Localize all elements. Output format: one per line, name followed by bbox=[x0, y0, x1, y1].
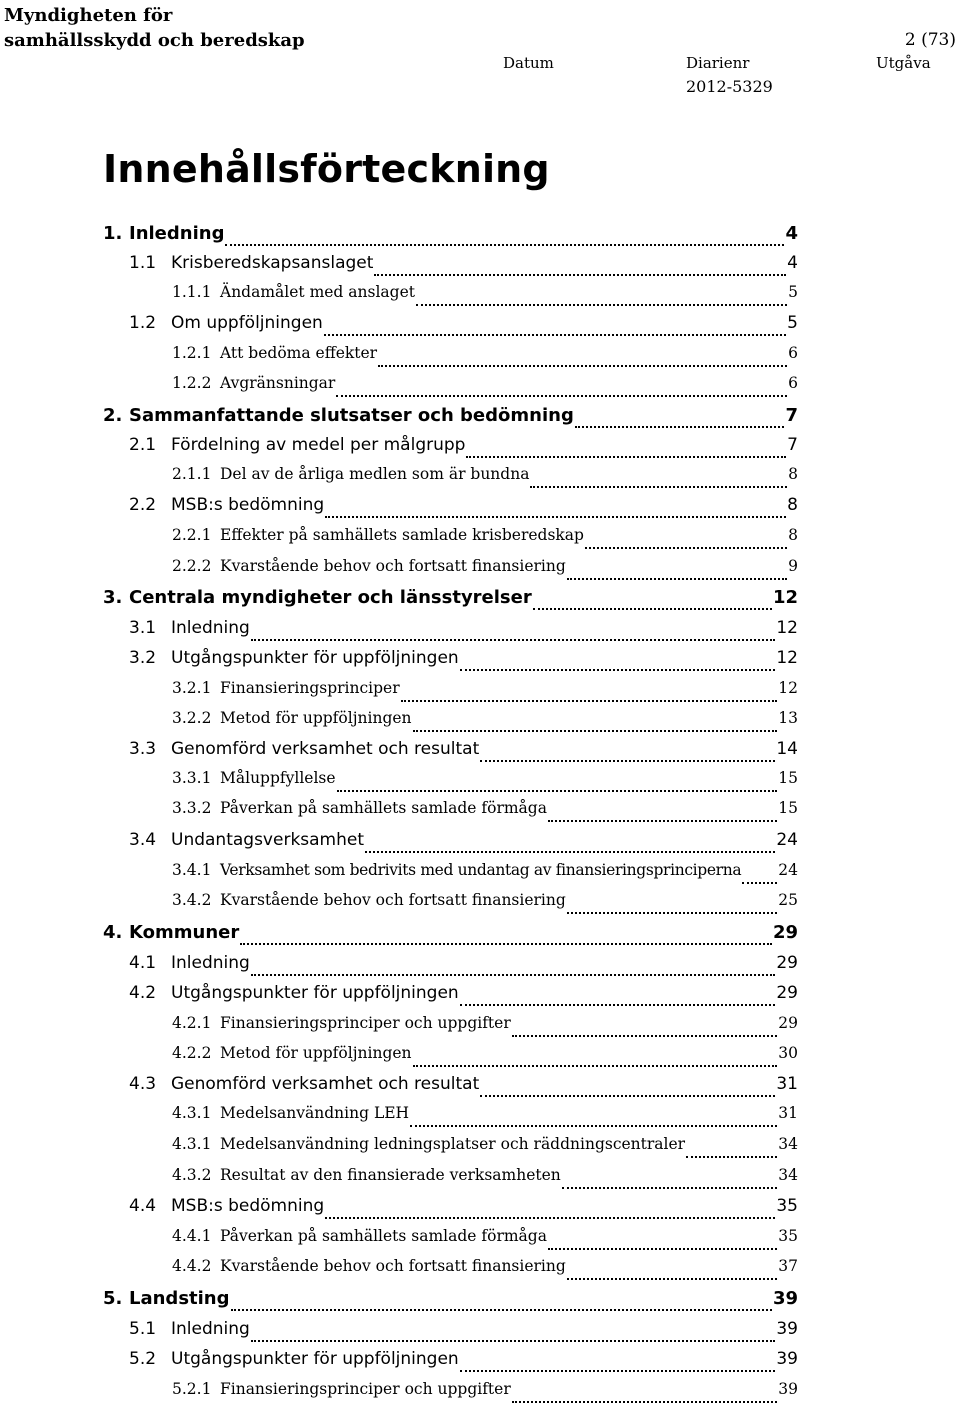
toc-entry-number: 3.2.1 bbox=[172, 679, 212, 697]
toc-entry-label: Kommuner bbox=[129, 922, 240, 943]
toc-entry-page: 29 bbox=[776, 953, 798, 973]
toc-entry-number: 4.3 bbox=[129, 1074, 157, 1094]
toc-entry-label: Inledning bbox=[129, 223, 225, 244]
toc-entry-label: Finansieringsprinciper och uppgifter bbox=[220, 1380, 511, 1398]
toc-dot-leader bbox=[548, 1247, 777, 1250]
toc-entry[interactable] bbox=[172, 526, 798, 556]
toc-entry-number: 3.3.2 bbox=[172, 799, 212, 817]
toc-entry[interactable] bbox=[172, 1257, 798, 1287]
toc-entry[interactable] bbox=[103, 223, 798, 253]
toc-entry[interactable] bbox=[172, 1135, 798, 1165]
toc-dot-leader bbox=[567, 577, 787, 580]
toc-entry[interactable] bbox=[129, 253, 798, 283]
toc-entry[interactable] bbox=[172, 1104, 798, 1134]
toc-entry[interactable] bbox=[129, 739, 798, 769]
toc-entry-page: 12 bbox=[776, 618, 798, 638]
toc-entry-label: Del av de årliga medlen som är bundna bbox=[220, 465, 530, 483]
toc-entry-number: 3.3 bbox=[129, 739, 157, 759]
toc-dot-leader bbox=[378, 364, 787, 367]
toc-dot-leader bbox=[567, 911, 777, 914]
toc-entry-page: 39 bbox=[776, 1319, 798, 1339]
toc-entry-label: Påverkan på samhällets samlade förmåga bbox=[220, 1227, 547, 1245]
toc-dot-leader bbox=[410, 1124, 777, 1127]
toc-dot-leader bbox=[460, 668, 776, 671]
toc-entry-label: Utgångspunkter för uppföljningen bbox=[171, 983, 459, 1003]
toc-dot-leader bbox=[231, 1308, 772, 1311]
organization-name-line2: samhällsskydd och beredskap bbox=[4, 30, 305, 51]
toc-entry-page: 8 bbox=[788, 465, 798, 483]
toc-entry-label: Kvarstående behov och fortsatt finansiering bbox=[220, 891, 566, 909]
toc-entry-label: Avgränsningar bbox=[220, 374, 336, 392]
toc-entry-label: Påverkan på samhällets samlade förmåga bbox=[220, 799, 547, 817]
toc-entry[interactable] bbox=[172, 679, 798, 709]
toc-entry-number: 3.1 bbox=[129, 618, 157, 638]
toc-entry[interactable] bbox=[129, 1349, 798, 1379]
toc-dot-leader bbox=[325, 515, 786, 518]
toc-entry-label: MSB:s bedömning bbox=[171, 1196, 325, 1216]
toc-dot-leader bbox=[686, 1155, 777, 1158]
toc-entry-number: 2.2.1 bbox=[172, 526, 212, 544]
toc-entry-label: Metod för uppföljningen bbox=[220, 1044, 412, 1062]
toc-entry-page: 31 bbox=[778, 1104, 798, 1122]
toc-entry-page: 29 bbox=[776, 983, 798, 1003]
toc-dot-leader bbox=[251, 1339, 776, 1342]
toc-entry-label: Undantagsverksamhet bbox=[171, 830, 365, 850]
toc-entry[interactable] bbox=[172, 283, 798, 313]
toc-dot-leader bbox=[460, 1369, 776, 1372]
toc-entry[interactable] bbox=[129, 830, 798, 860]
toc-entry-page: 5 bbox=[787, 313, 798, 333]
toc-dot-leader bbox=[460, 1003, 776, 1006]
toc-entry-number: 4.2 bbox=[129, 983, 157, 1003]
toc-entry-label: Ändamålet med anslaget bbox=[220, 283, 415, 301]
toc-entry-page: 29 bbox=[778, 1014, 798, 1032]
toc-entry-label: Att bedöma effekter bbox=[220, 344, 378, 362]
toc-entry-number: 4.3.2 bbox=[172, 1166, 212, 1184]
toc-entry-page: 12 bbox=[778, 679, 798, 697]
toc-entry-label: Landsting bbox=[129, 1288, 230, 1309]
toc-entry-page: 13 bbox=[778, 709, 798, 727]
toc-entry-page: 4 bbox=[787, 253, 798, 273]
toc-entry-number: 1.1 bbox=[129, 253, 157, 273]
toc-dot-leader bbox=[530, 485, 787, 488]
toc-entry[interactable] bbox=[103, 405, 798, 435]
toc-entry[interactable] bbox=[172, 1014, 798, 1044]
toc-entry-label: Effekter på samhällets samlade krisberedskap bbox=[220, 526, 584, 544]
toc-dot-leader bbox=[567, 1277, 777, 1280]
toc-entry[interactable] bbox=[103, 587, 798, 617]
toc-entry-page: 12 bbox=[772, 587, 798, 608]
toc-dot-leader bbox=[413, 729, 778, 732]
toc-entry-label: Genomförd verksamhet och resultat bbox=[171, 739, 480, 759]
toc-entry-page: 4 bbox=[785, 223, 798, 244]
organization-name bbox=[4, 3, 305, 53]
toc-entry-page: 7 bbox=[785, 405, 798, 426]
toc-entry-page: 31 bbox=[776, 1074, 798, 1094]
toc-entry-number: 2.1.1 bbox=[172, 465, 212, 483]
toc-dot-leader bbox=[365, 850, 775, 853]
toc-entry-number: 3.3.1 bbox=[172, 769, 212, 787]
toc-entry-label: Utgångspunkter för uppföljningen bbox=[171, 1349, 459, 1369]
toc-entry[interactable] bbox=[172, 861, 798, 891]
toc-dot-leader bbox=[585, 546, 787, 549]
datum-label: Datum bbox=[503, 54, 554, 72]
toc-dot-leader bbox=[466, 455, 786, 458]
toc-dot-leader bbox=[480, 759, 775, 762]
toc-entry-number: 4. bbox=[103, 922, 123, 943]
toc-entry-number: 4.4.2 bbox=[172, 1257, 212, 1275]
toc-entry-label: Fördelning av medel per målgrupp bbox=[171, 435, 466, 455]
diarienr-label: Diarienr bbox=[686, 54, 750, 72]
toc-entry-page: 37 bbox=[778, 1257, 798, 1275]
toc-dot-leader bbox=[512, 1400, 778, 1403]
toc-entry-number: 1.1.1 bbox=[172, 283, 212, 301]
toc-entry-page: 24 bbox=[776, 830, 798, 850]
toc-dot-leader bbox=[374, 273, 786, 276]
toc-entry-number: 2.2.2 bbox=[172, 557, 212, 575]
toc-entry[interactable] bbox=[172, 1380, 798, 1410]
toc-dot-leader bbox=[562, 1186, 778, 1189]
toc-entry[interactable] bbox=[129, 648, 798, 678]
toc-entry-page: 8 bbox=[787, 495, 798, 515]
toc-entry-number: 5.2.1 bbox=[172, 1380, 212, 1398]
toc-entry-label: Kvarstående behov och fortsatt finansiering bbox=[220, 557, 566, 575]
toc-entry-page: 15 bbox=[778, 769, 798, 787]
toc-entry-label: Sammanfattande slutsatser och bedömning bbox=[129, 405, 574, 426]
toc-entry-number: 5.1 bbox=[129, 1319, 157, 1339]
toc-entry-number: 3.2 bbox=[129, 648, 157, 668]
toc-entry-number: 2. bbox=[103, 405, 123, 426]
toc-entry[interactable] bbox=[129, 435, 798, 465]
toc-entry-number: 4.4.1 bbox=[172, 1227, 212, 1245]
toc-entry-number: 1.2.1 bbox=[172, 344, 212, 362]
toc-entry-label: Medelsanvändning LEH bbox=[220, 1104, 410, 1122]
toc-entry-label: Inledning bbox=[171, 1319, 250, 1339]
toc-entry-number: 3. bbox=[103, 587, 123, 608]
toc-entry-number: 1.2 bbox=[129, 313, 157, 333]
toc-entry-label: Utgångspunkter för uppföljningen bbox=[171, 648, 459, 668]
page-title: Innehållsförteckning bbox=[103, 147, 550, 191]
toc-entry-label: Resultat av den finansierade verksamheten bbox=[220, 1166, 561, 1184]
toc-entry-number: 1.2.2 bbox=[172, 374, 212, 392]
toc-entry-number: 3.2.2 bbox=[172, 709, 212, 727]
toc-entry-page: 15 bbox=[778, 799, 798, 817]
toc-entry-label: Inledning bbox=[171, 618, 250, 638]
toc-entry-label: Måluppfyllelse bbox=[220, 769, 336, 787]
toc-entry-number: 4.1 bbox=[129, 953, 157, 973]
toc-entry[interactable] bbox=[129, 983, 798, 1013]
toc-entry[interactable] bbox=[172, 1044, 798, 1074]
toc-dot-leader bbox=[416, 303, 787, 306]
toc-dot-leader bbox=[336, 394, 787, 397]
toc-entry-number: 2.2 bbox=[129, 495, 157, 515]
toc-entry-label: Krisberedskapsanslaget bbox=[171, 253, 374, 273]
toc-entry[interactable] bbox=[172, 344, 798, 374]
toc-entry-number: 3.4 bbox=[129, 830, 157, 850]
toc-entry-page: 7 bbox=[787, 435, 798, 455]
toc-entry-label: Genomförd verksamhet och resultat bbox=[171, 1074, 480, 1094]
toc-entry-page: 14 bbox=[776, 739, 798, 759]
toc-dot-leader bbox=[251, 973, 776, 976]
toc-entry[interactable] bbox=[129, 1319, 798, 1349]
toc-dot-leader bbox=[325, 1216, 775, 1219]
toc-entry-number: 3.4.1 bbox=[172, 861, 212, 879]
toc-dot-leader bbox=[512, 1034, 778, 1037]
toc-entry[interactable] bbox=[129, 1074, 798, 1104]
toc-entry-label: Centrala myndigheter och länsstyrelser bbox=[129, 587, 532, 608]
toc-entry[interactable] bbox=[129, 618, 798, 648]
organization-name-line1: Myndigheten för bbox=[4, 5, 173, 26]
toc-entry[interactable] bbox=[172, 709, 798, 739]
toc-entry[interactable] bbox=[172, 891, 798, 921]
toc-entry-page: 29 bbox=[772, 922, 798, 943]
toc-entry-number: 4.2.2 bbox=[172, 1044, 212, 1062]
toc-dot-leader bbox=[413, 1064, 778, 1067]
toc-entry-page: 34 bbox=[778, 1135, 798, 1153]
toc-dot-leader bbox=[548, 819, 777, 822]
toc-entry-label: MSB:s bedömning bbox=[171, 495, 325, 515]
toc-dot-leader bbox=[337, 789, 778, 792]
toc-dot-leader bbox=[401, 699, 778, 702]
toc-entry-number: 4.4 bbox=[129, 1196, 157, 1216]
toc-entry-number: 5.2 bbox=[129, 1349, 157, 1369]
toc-entry-number: 4.3.1 bbox=[172, 1135, 212, 1153]
toc-entry-label: Inledning bbox=[171, 953, 250, 973]
toc-entry[interactable] bbox=[172, 799, 798, 829]
toc-entry-page: 12 bbox=[776, 648, 798, 668]
toc-entry-number: 3.4.2 bbox=[172, 891, 212, 909]
toc-entry-number: 1. bbox=[103, 223, 123, 244]
toc-entry[interactable] bbox=[172, 1166, 798, 1196]
toc-entry-page: 35 bbox=[776, 1196, 798, 1216]
toc-entry-page: 39 bbox=[776, 1349, 798, 1369]
toc-entry-page: 35 bbox=[778, 1227, 798, 1245]
toc-entry-label: Metod för uppföljningen bbox=[220, 709, 412, 727]
toc-entry[interactable] bbox=[172, 557, 798, 587]
toc-dot-leader bbox=[251, 638, 776, 641]
toc-entry[interactable] bbox=[172, 374, 798, 404]
toc-entry[interactable] bbox=[129, 953, 798, 983]
toc-entry-number: 2.1 bbox=[129, 435, 157, 455]
toc-entry[interactable] bbox=[129, 313, 798, 343]
toc-entry-label: Finansieringsprinciper bbox=[220, 679, 400, 697]
toc-entry[interactable] bbox=[172, 1227, 798, 1257]
toc-entry[interactable] bbox=[129, 1196, 798, 1226]
toc-entry-label: Finansieringsprinciper och uppgifter bbox=[220, 1014, 511, 1032]
toc-entry-page: 30 bbox=[778, 1044, 798, 1062]
page-number: 2 (73) bbox=[904, 30, 956, 50]
toc-entry[interactable] bbox=[172, 465, 798, 495]
toc-entry[interactable] bbox=[129, 495, 798, 525]
toc-dot-leader bbox=[742, 881, 777, 884]
diarienr-value: 2012-5329 bbox=[686, 77, 773, 96]
utgava-label: Utgåva bbox=[876, 54, 931, 72]
toc-entry-label: Verksamhet som bedrivits med undantag av finansieringsprinciperna bbox=[220, 861, 742, 879]
toc-dot-leader bbox=[324, 333, 786, 336]
toc-entry-page: 25 bbox=[778, 891, 798, 909]
toc-entry-label: Medelsanvändning ledningsplatser och räddningscentraler bbox=[220, 1135, 686, 1153]
toc-entry-page: 6 bbox=[788, 374, 798, 392]
toc-dot-leader bbox=[480, 1094, 775, 1097]
toc-entry-page: 34 bbox=[778, 1166, 798, 1184]
toc-dot-leader bbox=[225, 243, 784, 246]
toc-entry-label: Om uppföljningen bbox=[171, 313, 323, 333]
toc-entry-number: 4.3.1 bbox=[172, 1104, 212, 1122]
toc-entry-page: 8 bbox=[788, 526, 798, 544]
toc-entry-number: 5. bbox=[103, 1288, 123, 1309]
toc-entry-page: 9 bbox=[788, 557, 798, 575]
toc-entry-page: 6 bbox=[788, 344, 798, 362]
toc-entry-page: 5 bbox=[788, 283, 798, 301]
toc-entry-page: 39 bbox=[778, 1380, 798, 1398]
page-header bbox=[0, 0, 960, 100]
toc-dot-leader bbox=[533, 607, 772, 610]
toc-entry[interactable] bbox=[172, 769, 798, 799]
toc-dot-leader bbox=[575, 425, 785, 428]
toc-entry-number: 4.2.1 bbox=[172, 1014, 212, 1032]
toc-entry[interactable] bbox=[103, 922, 798, 952]
toc-dot-leader bbox=[240, 942, 772, 945]
toc-entry-page: 39 bbox=[772, 1288, 798, 1309]
toc-entry[interactable] bbox=[103, 1288, 798, 1318]
toc-entry-page: 24 bbox=[778, 861, 798, 879]
toc-entry-label: Kvarstående behov och fortsatt finansiering bbox=[220, 1257, 566, 1275]
